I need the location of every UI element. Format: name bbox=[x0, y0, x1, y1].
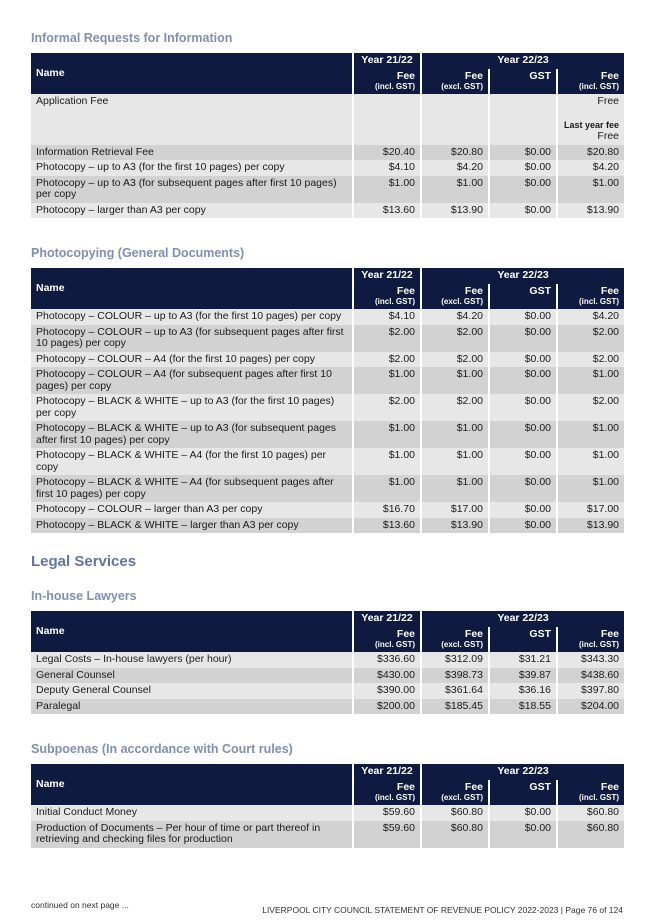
row-fee-incl bbox=[558, 821, 624, 848]
row-name: Photocopy – BLACK & WHITE – A4 (for the first 10 pages) per copy bbox=[31, 448, 352, 475]
row-fee-incl bbox=[558, 176, 624, 203]
row-fee-excl: $60.80 bbox=[422, 821, 488, 848]
row-fee-incl-value: $397.80 bbox=[581, 684, 620, 696]
continued-note: continued on next page ... bbox=[31, 900, 129, 910]
row-fee-excl: $398.73 bbox=[422, 668, 488, 684]
row-gst: $0.00 bbox=[490, 203, 556, 219]
section-title: Photocopying (General Documents) bbox=[31, 246, 245, 260]
row-fee-excl: $1.00 bbox=[422, 421, 488, 448]
row-gst: $31.21 bbox=[490, 652, 556, 668]
row-fee-excl: $2.00 bbox=[422, 325, 488, 352]
header-year-curr: Year 22/23 bbox=[422, 268, 624, 284]
table-row bbox=[31, 367, 624, 394]
row-fee-incl bbox=[558, 160, 624, 176]
header-fee-excl bbox=[422, 780, 488, 806]
table-row bbox=[31, 475, 624, 502]
header-fee-label: Fee bbox=[600, 780, 620, 793]
row-fee-incl bbox=[558, 475, 624, 502]
header-year-prev: Year 21/22 bbox=[354, 611, 420, 627]
table-row bbox=[31, 160, 624, 176]
row-fee-excl: $13.90 bbox=[422, 203, 488, 219]
row-fee-incl-value: $1.00 bbox=[592, 449, 620, 461]
row-fee-excl: $2.00 bbox=[422, 394, 488, 421]
row-gst: $0.00 bbox=[490, 309, 556, 325]
row-fee-incl-value: $60.80 bbox=[586, 821, 620, 834]
last-year-label: Last year fee bbox=[563, 119, 620, 130]
row-fee-incl-value: $13.90 bbox=[586, 203, 620, 216]
header-gst bbox=[490, 627, 556, 653]
header-fee-incl bbox=[558, 780, 624, 806]
row-name: Photocopy – COLOUR – A4 (for the first 10 pages) per copy bbox=[31, 352, 352, 368]
table-row bbox=[31, 94, 624, 145]
row-fee-excl: $20.80 bbox=[422, 145, 488, 161]
row-fee-excl: $17.00 bbox=[422, 502, 488, 518]
row-name: General Counsel bbox=[31, 668, 352, 684]
table-row bbox=[31, 448, 624, 475]
row-fee-excl: $1.00 bbox=[422, 367, 488, 394]
row-fee-excl bbox=[422, 94, 488, 145]
header-fee-excl bbox=[422, 627, 488, 653]
header-year-curr: Year 22/23 bbox=[422, 53, 624, 69]
header-year-curr: Year 22/23 bbox=[422, 764, 624, 780]
row-fee-excl: $361.64 bbox=[422, 683, 488, 699]
fee-table bbox=[29, 268, 626, 533]
section-subpoenas bbox=[31, 742, 623, 848]
header-gst-label: GST bbox=[529, 780, 551, 793]
row-name: Deputy General Counsel bbox=[31, 683, 352, 699]
fee-table bbox=[29, 764, 626, 848]
header-gst-note: (incl. GST) bbox=[579, 297, 620, 306]
row-gst: $0.00 bbox=[490, 475, 556, 502]
header-name: Name bbox=[31, 268, 352, 309]
row-gst: $39.87 bbox=[490, 668, 556, 684]
header-fee-label: Fee bbox=[396, 780, 415, 793]
row-fee-prev: $200.00 bbox=[354, 699, 420, 715]
row-gst: $0.00 bbox=[490, 160, 556, 176]
row-gst: $0.00 bbox=[490, 367, 556, 394]
row-fee-incl-value: $20.80 bbox=[586, 145, 620, 158]
row-name: Photocopy – larger than A3 per copy bbox=[31, 203, 352, 219]
row-fee-prev: $16.70 bbox=[354, 502, 420, 518]
table-row bbox=[31, 502, 624, 518]
row-fee-incl-value: $1.00 bbox=[592, 476, 620, 488]
header-fee-prev bbox=[354, 69, 420, 95]
header-gst-label: GST bbox=[529, 284, 551, 297]
row-fee-prev: $1.00 bbox=[354, 367, 420, 394]
section-legal-services bbox=[31, 553, 623, 570]
header-fee-label: Fee bbox=[600, 284, 620, 297]
header-gst-note: (excl. GST) bbox=[441, 640, 483, 649]
header-gst-note: (excl. GST) bbox=[441, 82, 483, 91]
header-gst bbox=[490, 780, 556, 806]
header-name: Name bbox=[31, 611, 352, 652]
header-fee-label: Fee bbox=[396, 284, 415, 297]
row-fee-prev: $430.00 bbox=[354, 668, 420, 684]
row-name: Photocopy – BLACK & WHITE – larger than A3 per copy bbox=[31, 518, 352, 534]
row-fee-incl bbox=[558, 309, 624, 325]
row-name: Photocopy – COLOUR – up to A3 (for the first 10 pages) per copy bbox=[31, 309, 352, 325]
row-gst: $0.00 bbox=[490, 145, 556, 161]
row-fee-excl: $4.20 bbox=[422, 160, 488, 176]
row-fee-excl: $312.09 bbox=[422, 652, 488, 668]
row-gst: $0.00 bbox=[490, 821, 556, 848]
row-fee-prev: $336.60 bbox=[354, 652, 420, 668]
row-fee-incl bbox=[558, 394, 624, 421]
row-name: Production of Documents – Per hour of time or part thereof in retrieving and checking files for production bbox=[31, 821, 352, 848]
header-gst-note: (incl. GST) bbox=[375, 793, 415, 802]
table-row bbox=[31, 699, 624, 715]
row-name: Photocopy – up to A3 (for subsequent pages after first 10 pages) per copy bbox=[31, 176, 352, 203]
row-fee-incl-value: $1.00 bbox=[592, 176, 620, 189]
header-gst-note: (excl. GST) bbox=[441, 793, 483, 802]
section-title: Subpoenas (In accordance with Court rules) bbox=[31, 742, 293, 756]
row-fee-incl bbox=[558, 652, 624, 668]
row-gst: $0.00 bbox=[490, 502, 556, 518]
row-fee-incl bbox=[558, 502, 624, 518]
row-name: Photocopy – BLACK & WHITE – up to A3 (for subsequent pages after first 10 pages) per copy bbox=[31, 421, 352, 448]
table-row bbox=[31, 518, 624, 534]
row-fee-incl-value: $438.60 bbox=[581, 668, 620, 681]
table-row bbox=[31, 805, 624, 821]
page-footer: LIVERPOOL CITY COUNCIL STATEMENT OF REVENUE POLICY 2022-2023 | Page 76 of 124 bbox=[262, 905, 623, 915]
header-gst-note: (excl. GST) bbox=[441, 297, 483, 306]
row-fee-incl bbox=[558, 518, 624, 534]
row-fee-excl: $1.00 bbox=[422, 475, 488, 502]
table-row bbox=[31, 352, 624, 368]
header-fee-prev bbox=[354, 284, 420, 310]
row-fee-prev: $59.60 bbox=[354, 821, 420, 848]
header-fee-label: Fee bbox=[396, 627, 415, 640]
row-gst: $0.00 bbox=[490, 448, 556, 475]
header-gst-label: GST bbox=[529, 627, 551, 640]
row-name: Photocopy – COLOUR – up to A3 (for subsequent pages after first 10 pages) per copy bbox=[31, 325, 352, 352]
fee-table bbox=[29, 53, 626, 218]
table-row bbox=[31, 203, 624, 219]
header-year-prev: Year 21/22 bbox=[354, 764, 420, 780]
header-fee-label: Fee bbox=[464, 627, 483, 640]
section-photocopying bbox=[31, 246, 623, 533]
row-fee-incl bbox=[558, 668, 624, 684]
row-fee-excl: $1.00 bbox=[422, 176, 488, 203]
row-name: Photocopy – BLACK & WHITE – A4 (for subsequent pages after first 10 pages) per copy bbox=[31, 475, 352, 502]
row-fee-incl bbox=[558, 805, 624, 821]
table-row bbox=[31, 821, 624, 848]
header-gst bbox=[490, 284, 556, 310]
table-row bbox=[31, 652, 624, 668]
row-fee-incl bbox=[558, 448, 624, 475]
row-gst: $0.00 bbox=[490, 805, 556, 821]
table-row bbox=[31, 325, 624, 352]
header-gst-note: (incl. GST) bbox=[579, 640, 620, 649]
header-year-curr: Year 22/23 bbox=[422, 611, 624, 627]
row-fee-incl bbox=[558, 325, 624, 352]
fee-table bbox=[29, 611, 626, 714]
row-fee-incl bbox=[558, 352, 624, 368]
row-name: Paralegal bbox=[31, 699, 352, 715]
header-gst-note: (incl. GST) bbox=[579, 793, 620, 802]
header-gst-note: (incl. GST) bbox=[375, 640, 415, 649]
header-fee-incl bbox=[558, 69, 624, 95]
row-name: Photocopy – BLACK & WHITE – up to A3 (for the first 10 pages) per copy bbox=[31, 394, 352, 421]
row-fee-excl: $13.90 bbox=[422, 518, 488, 534]
table-row bbox=[31, 668, 624, 684]
row-gst: $0.00 bbox=[490, 176, 556, 203]
row-fee-incl-value: $343.30 bbox=[581, 653, 620, 665]
header-year-prev: Year 21/22 bbox=[354, 268, 420, 284]
row-name: Initial Conduct Money bbox=[31, 805, 352, 821]
row-name: Application Fee bbox=[31, 94, 352, 145]
row-fee-excl: $1.00 bbox=[422, 448, 488, 475]
row-fee-incl-value: $1.00 bbox=[592, 422, 620, 434]
header-fee-prev bbox=[354, 780, 420, 806]
row-fee-prev: $2.00 bbox=[354, 325, 420, 352]
row-gst: $0.00 bbox=[490, 518, 556, 534]
row-fee-excl: $4.20 bbox=[422, 309, 488, 325]
header-fee-incl bbox=[558, 284, 624, 310]
row-gst: $18.55 bbox=[490, 699, 556, 715]
section-informal-requests bbox=[31, 31, 623, 218]
row-fee-prev bbox=[354, 94, 420, 145]
header-name: Name bbox=[31, 53, 352, 94]
header-name: Name bbox=[31, 764, 352, 805]
header-fee-prev bbox=[354, 627, 420, 653]
row-gst bbox=[490, 94, 556, 145]
row-fee-incl-value: $60.80 bbox=[586, 806, 620, 818]
row-fee-incl bbox=[558, 683, 624, 699]
header-fee-label: Fee bbox=[600, 69, 620, 82]
header-gst-note: (incl. GST) bbox=[375, 82, 415, 91]
table-row bbox=[31, 309, 624, 325]
row-fee-excl: $60.80 bbox=[422, 805, 488, 821]
row-fee-incl-value: $2.00 bbox=[592, 352, 620, 365]
header-gst-note: (incl. GST) bbox=[375, 297, 415, 306]
row-fee-prev: $1.00 bbox=[354, 475, 420, 502]
table-row bbox=[31, 394, 624, 421]
section-inhouse-lawyers bbox=[31, 589, 623, 714]
header-fee-label: Fee bbox=[464, 69, 483, 82]
header-gst-label: GST bbox=[529, 69, 551, 82]
row-fee-prev: $1.00 bbox=[354, 421, 420, 448]
row-fee-prev: $20.40 bbox=[354, 145, 420, 161]
header-gst-note: (incl. GST) bbox=[579, 82, 620, 91]
row-gst: $0.00 bbox=[490, 421, 556, 448]
row-name: Photocopy – COLOUR – A4 (for subsequent pages after first 10 pages) per copy bbox=[31, 367, 352, 394]
row-name: Information Retrieval Fee bbox=[31, 145, 352, 161]
header-fee-incl bbox=[558, 627, 624, 653]
row-fee-prev: $390.00 bbox=[354, 683, 420, 699]
row-gst: $0.00 bbox=[490, 394, 556, 421]
section-title: In-house Lawyers bbox=[31, 589, 137, 603]
row-gst: $36.16 bbox=[490, 683, 556, 699]
row-fee-prev: $13.60 bbox=[354, 203, 420, 219]
row-fee-incl-value: Free bbox=[597, 95, 620, 107]
row-fee-prev: $1.00 bbox=[354, 448, 420, 475]
section-title: Informal Requests for Information bbox=[31, 31, 233, 45]
row-fee-incl-value: $1.00 bbox=[592, 368, 620, 380]
row-fee-incl bbox=[558, 94, 624, 145]
row-fee-incl-value: $13.90 bbox=[586, 518, 620, 531]
row-fee-prev: $59.60 bbox=[354, 805, 420, 821]
header-fee-excl bbox=[422, 284, 488, 310]
table-row bbox=[31, 421, 624, 448]
row-name: Photocopy – COLOUR – larger than A3 per copy bbox=[31, 502, 352, 518]
header-fee-excl bbox=[422, 69, 488, 95]
header-fee-label: Fee bbox=[396, 69, 415, 82]
row-fee-prev: $1.00 bbox=[354, 176, 420, 203]
row-name: Legal Costs – In-house lawyers (per hour) bbox=[31, 652, 352, 668]
row-name: Photocopy – up to A3 (for the first 10 pages) per copy bbox=[31, 160, 352, 176]
row-fee-incl-value: $4.20 bbox=[592, 310, 620, 322]
last-year-value: Free bbox=[597, 130, 620, 142]
table-row bbox=[31, 145, 624, 161]
row-fee-incl bbox=[558, 421, 624, 448]
header-gst bbox=[490, 69, 556, 95]
table-row bbox=[31, 683, 624, 699]
row-gst: $0.00 bbox=[490, 325, 556, 352]
header-year-prev: Year 21/22 bbox=[354, 53, 420, 69]
header-fee-label: Fee bbox=[464, 780, 483, 793]
row-fee-incl-value: $17.00 bbox=[586, 503, 620, 515]
row-fee-prev: $13.60 bbox=[354, 518, 420, 534]
row-fee-prev: $2.00 bbox=[354, 394, 420, 421]
row-fee-prev: $4.10 bbox=[354, 309, 420, 325]
header-fee-label: Fee bbox=[600, 627, 620, 640]
row-fee-incl bbox=[558, 203, 624, 219]
row-gst: $0.00 bbox=[490, 352, 556, 368]
row-fee-prev: $4.10 bbox=[354, 160, 420, 176]
row-fee-excl: $185.45 bbox=[422, 699, 488, 715]
header-fee-label: Fee bbox=[464, 284, 483, 297]
row-fee-incl-value: $2.00 bbox=[592, 325, 620, 338]
section-heading: Legal Services bbox=[31, 553, 137, 570]
row-fee-incl bbox=[558, 699, 624, 715]
row-fee-incl-value: $4.20 bbox=[592, 161, 620, 173]
row-fee-incl-value: $204.00 bbox=[581, 699, 620, 712]
row-fee-excl: $2.00 bbox=[422, 352, 488, 368]
row-fee-incl bbox=[558, 145, 624, 161]
row-fee-prev: $2.00 bbox=[354, 352, 420, 368]
row-fee-incl-value: $2.00 bbox=[592, 395, 620, 407]
table-row bbox=[31, 176, 624, 203]
row-fee-incl bbox=[558, 367, 624, 394]
